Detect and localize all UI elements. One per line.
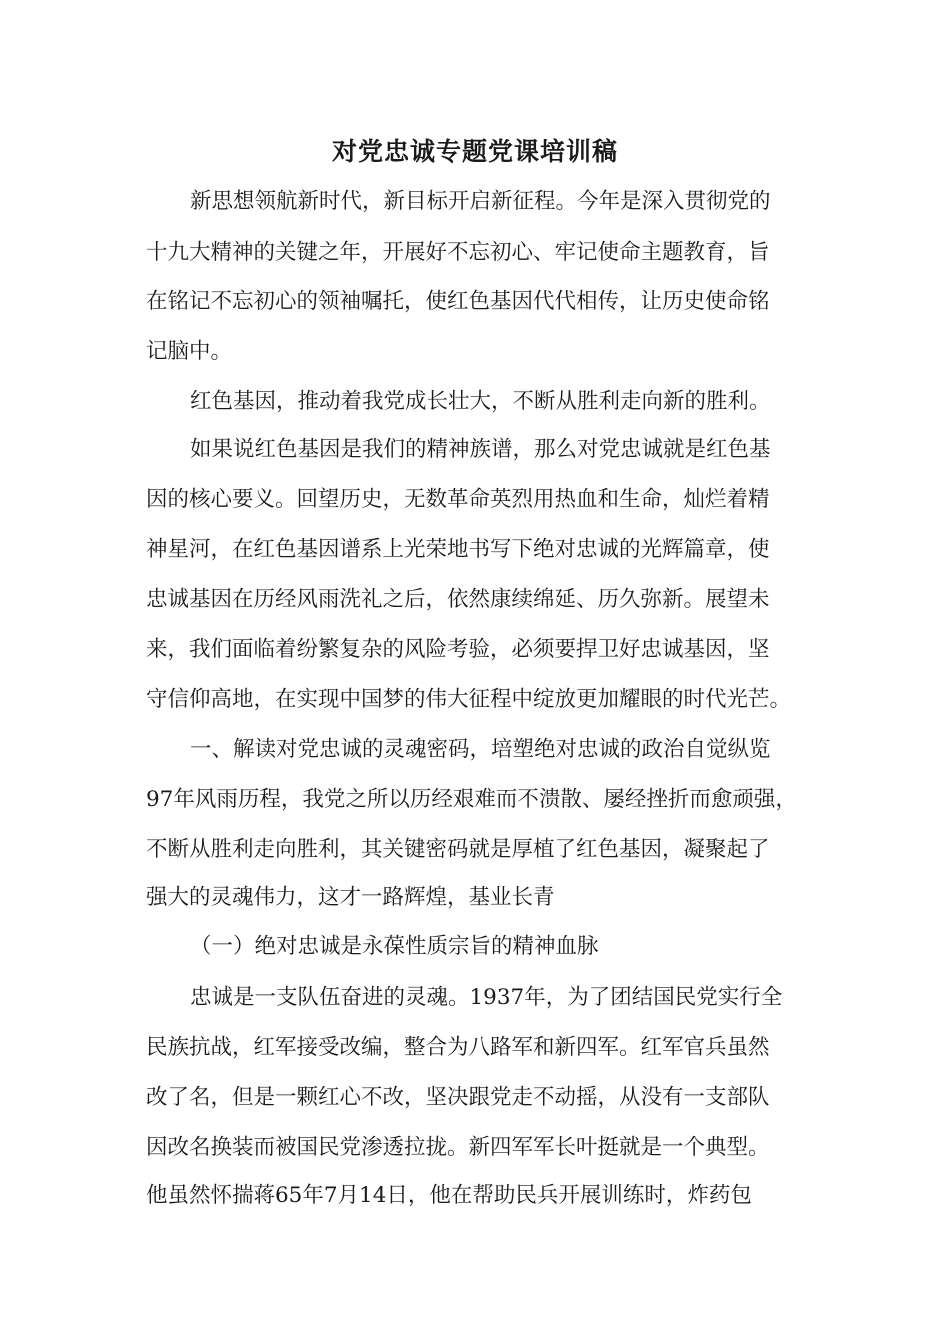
paragraph-line: 改了名，但是一颗红心不改，坚决跟党走不动摇，从没有一支部队	[146, 1085, 770, 1110]
paragraph-line: 忠诚基因在历经风雨洗礼之后，依然康续绵延、历久弥新。展望未	[146, 587, 770, 612]
paragraph-line: 红色基因，推动着我党成长壮大，不断从胜利走向新的胜利。	[190, 389, 771, 414]
subsection-heading: （一）绝对忠诚是永葆性质宗旨的精神血脉	[190, 934, 599, 959]
paragraph-line: 他虽然怀揣蒋65年7月14日，他在帮助民兵开展训练时，炸药包	[146, 1183, 752, 1208]
section-heading-line: 一、解读对党忠诚的灵魂密码，培塑绝对忠诚的政治自觉纵览	[190, 737, 771, 762]
document-title: 对党忠诚专题党课培训稿	[331, 137, 618, 166]
paragraph-line: 忠诚是一支队伍奋进的灵魂。1937年，为了团结国民党实行全	[190, 985, 783, 1010]
paragraph-line: 在铭记不忘初心的领袖嘱托，使红色基因代代相传，让历史使命铭	[146, 289, 770, 314]
paragraph-line: 十九大精神的关键之年，开展好不忘初心、牢记使命主题教育，旨	[146, 240, 770, 265]
paragraph-line: 97年风雨历程，我党之所以历经艰难而不溃散、屡经挫折而愈顽强，	[146, 787, 797, 812]
paragraph-line: 民族抗战，红军接受改编，整合为八路军和新四军。红军官兵虽然	[146, 1035, 770, 1060]
paragraph-line: 神星河，在红色基因谱系上光荣地书写下绝对忠诚的光辉篇章，使	[146, 537, 770, 562]
paragraph-line: 记脑中。	[146, 339, 233, 364]
paragraph-line: 来，我们面临着纷繁复杂的风险考验，必须要捍卫好忠诚基因，坚	[146, 637, 770, 662]
paragraph-line: 强大的灵魂伟力，这才一路辉煌，基业长青	[146, 885, 555, 910]
paragraph-line: 不断从胜利走向胜利，其关键密码就是厚植了红色基因，凝聚起了	[146, 837, 770, 862]
paragraph-line: 因改名换装而被国民党渗透拉拢。新四军军长叶挺就是一个典型。	[146, 1135, 770, 1160]
paragraph-line: 如果说红色基因是我们的精神族谱，那么对党忠诚就是红色基	[190, 437, 771, 462]
paragraph-line: 因的核心要义。回望历史，无数革命英烈用热血和生命，灿烂着精	[146, 487, 770, 512]
paragraph-line: 守信仰高地，在实现中国梦的伟大征程中绽放更加耀眼的时代光芒。	[146, 687, 792, 712]
paragraph-line: 新思想领航新时代，新目标开启新征程。今年是深入贯彻党的	[190, 189, 771, 214]
